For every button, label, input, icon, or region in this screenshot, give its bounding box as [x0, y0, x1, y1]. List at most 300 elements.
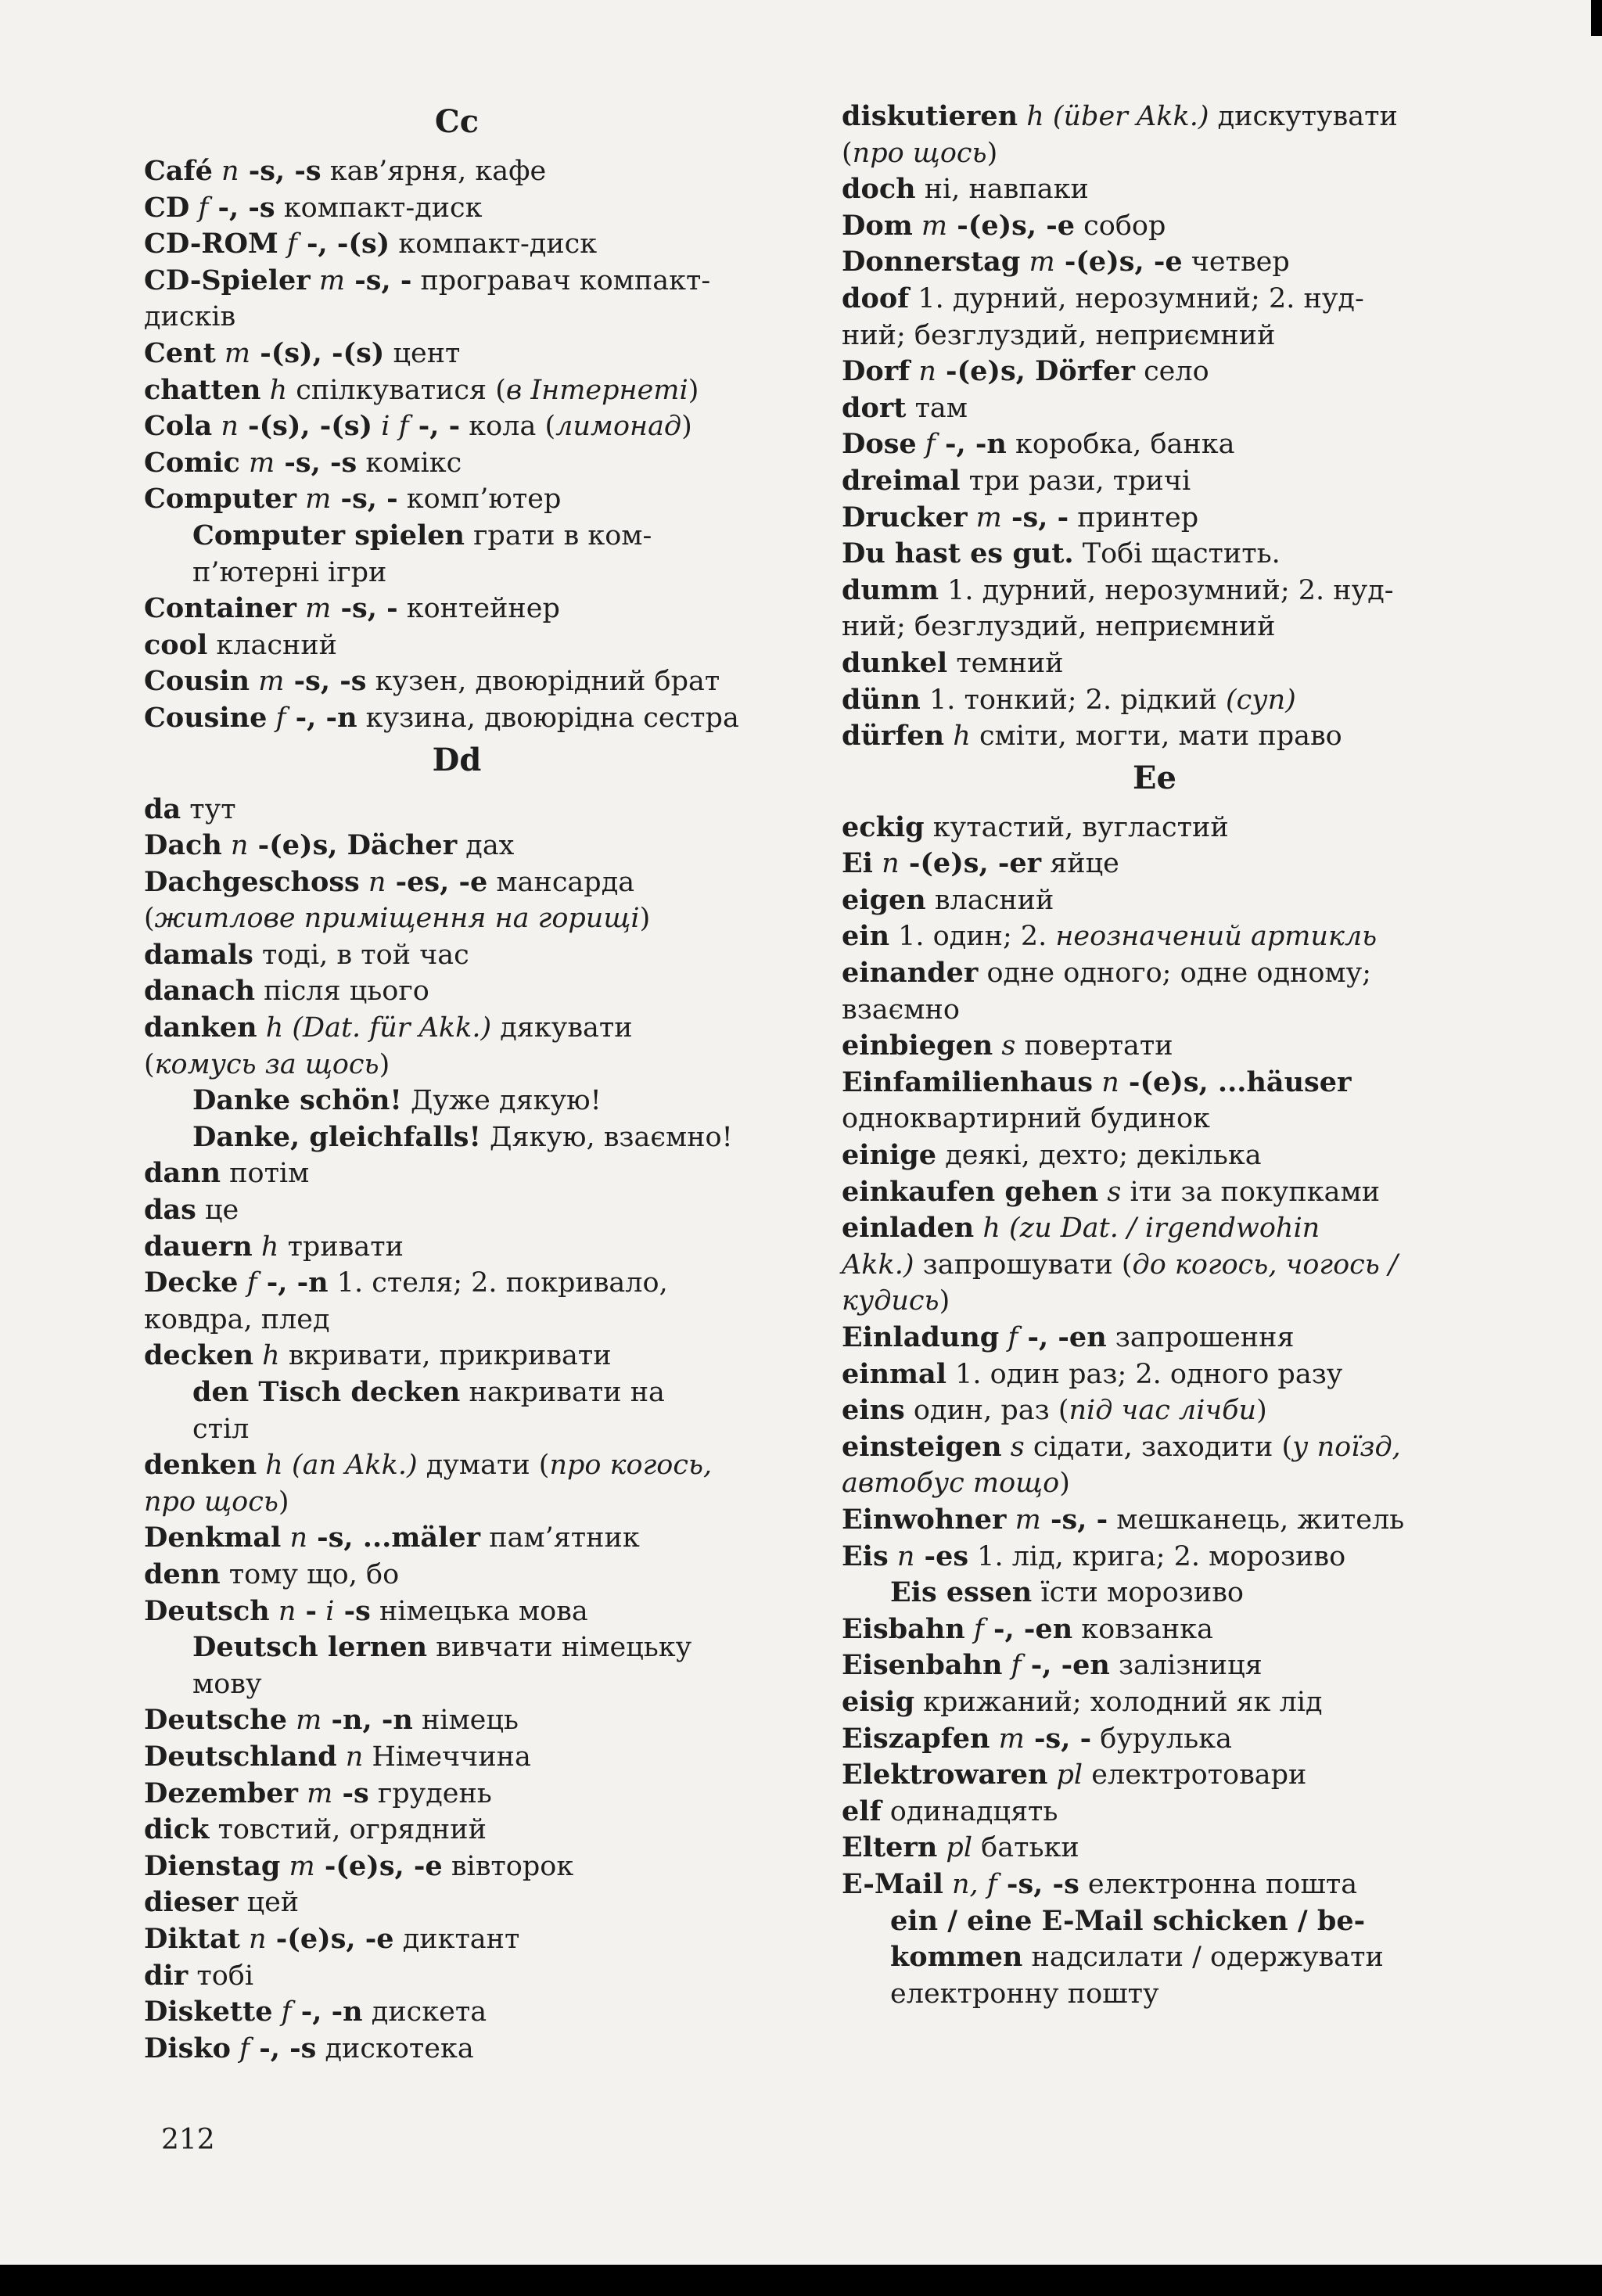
translation: комп’ютер	[397, 483, 562, 516]
dictionary-entry	[144, 1557, 770, 1594]
grammar-note: pl	[1047, 1759, 1083, 1791]
grammar-note: m	[912, 210, 948, 242]
translation: п’ютерні ігри	[192, 556, 387, 588]
grammar-note: n	[359, 866, 386, 898]
translation: німець	[412, 1705, 519, 1737]
grammar-note: s	[993, 1030, 1016, 1062]
translation: три рази, тричі	[960, 465, 1191, 497]
entry-continuation	[842, 1101, 1467, 1137]
headword: dieser	[144, 1886, 239, 1919]
headword: Dorf	[842, 355, 911, 388]
translation-note: автобус тощо	[842, 1468, 1060, 1500]
translation: дискутувати	[1209, 101, 1398, 132]
headword: CD	[144, 191, 190, 224]
headword: dort	[842, 391, 907, 424]
sub-entry	[144, 1119, 770, 1156]
translation: вівторок	[442, 1850, 574, 1882]
headword: da	[144, 792, 181, 825]
headword: einander	[842, 957, 979, 990]
translation-note: комусь за щось	[154, 1048, 379, 1080]
dictionary-entry	[144, 828, 770, 864]
dictionary-entry	[144, 1958, 770, 1995]
translation-note: під час лічби	[1069, 1395, 1257, 1427]
grammar-note: h	[260, 374, 288, 406]
dictionary-entry	[842, 1320, 1467, 1356]
translation: компакт-диск	[390, 228, 598, 261]
translation: дискотека	[316, 2032, 474, 2064]
headword: Café	[144, 155, 213, 187]
translation: )	[688, 374, 699, 406]
grammar-note: h	[944, 720, 971, 753]
entry-continuation	[842, 1465, 1467, 1502]
grammar-note: m	[296, 483, 332, 516]
headword: CD-ROM	[144, 228, 278, 261]
grammar-forms: -es, -e	[386, 865, 488, 898]
translation: одинадцять	[881, 1795, 1058, 1827]
headword: Denkmal	[144, 1522, 282, 1554]
grammar-forms: -n, -n	[321, 1704, 413, 1737]
headword: CD-Spieler	[144, 264, 311, 296]
translation: (	[144, 1048, 155, 1080]
headword: Eis essen	[890, 1576, 1033, 1609]
scan-edge-mark	[1591, 0, 1602, 36]
translation: 1. тонкий; 2. рідкий	[920, 684, 1227, 716]
dictionary-entry	[144, 190, 770, 227]
translation: одноквартирний будинок	[842, 1103, 1210, 1135]
headword: eckig	[842, 810, 925, 843]
translation: залізниця	[1109, 1650, 1263, 1682]
headword: doch	[842, 173, 916, 206]
translation: це	[196, 1195, 239, 1227]
translation: диктант	[393, 1923, 520, 1955]
grammar-forms: -, -en	[983, 1612, 1073, 1645]
dictionary-entry	[144, 1155, 770, 1192]
translation: сміти, могти, мати право	[970, 720, 1342, 753]
headword: eins	[842, 1394, 905, 1427]
entry-continuation	[842, 135, 1467, 172]
dictionary-entry	[144, 1849, 770, 1885]
translation-note: кудись	[842, 1285, 939, 1317]
translation: дах	[457, 830, 515, 862]
dictionary-entry	[144, 1520, 770, 1557]
translation: тому що, бо	[220, 1558, 400, 1590]
translation: четвер	[1182, 246, 1290, 278]
translation: яйце	[1041, 848, 1119, 880]
translation: пам’ятник	[480, 1522, 640, 1554]
translation: електронну пошту	[890, 1978, 1159, 2010]
grammar-note: h (über Akk.)	[1018, 101, 1209, 132]
translation: )	[681, 411, 692, 443]
translation: вивчати німецьку	[427, 1632, 692, 1664]
headword: denken	[144, 1449, 257, 1482]
translation: )	[379, 1048, 390, 1080]
headword: Computer spielen	[192, 519, 465, 552]
grammar-forms: -es	[914, 1540, 969, 1572]
entry-continuation	[842, 992, 1467, 1029]
translation: сідати, заходити (	[1024, 1431, 1293, 1463]
grammar-note: n	[872, 848, 900, 880]
translation: власний	[925, 884, 1054, 916]
dictionary-entry	[144, 1994, 770, 2031]
translation: (	[144, 903, 155, 935]
headword: das	[144, 1194, 196, 1227]
grammar-forms: -(e)s, -er	[899, 847, 1042, 880]
grammar-forms: -, -s	[208, 191, 275, 224]
grammar-note: m	[280, 1850, 315, 1882]
grammar-forms: -(e)s, Dörfer	[936, 355, 1135, 388]
grammar-note: n	[281, 1522, 307, 1554]
headword: Du hast es gut.	[842, 537, 1074, 570]
grammar-note: f	[267, 702, 286, 734]
headword: ein / eine E-Mail schicken / be-	[890, 1904, 1366, 1937]
dictionary-entry	[842, 1502, 1467, 1539]
dictionary-entry	[842, 918, 1467, 955]
translation: дисків	[144, 301, 236, 333]
entry-continuation	[842, 1283, 1467, 1320]
grammar-forms: -, -n	[291, 1996, 363, 2028]
translation: запрошувати (	[914, 1249, 1133, 1281]
headword: kommen	[890, 1941, 1023, 1974]
headword: danken	[144, 1011, 257, 1044]
translation: 1. дурний, нерозумний; 2. нуд-	[939, 574, 1394, 606]
translation: )	[278, 1486, 289, 1518]
dictionary-entry	[144, 1812, 770, 1849]
grammar-note: h	[252, 1231, 279, 1263]
grammar-forms: -, -s	[250, 2032, 317, 2064]
headword: einmal	[842, 1357, 947, 1390]
translation: Німеччина	[363, 1741, 531, 1773]
left-column	[144, 99, 770, 2067]
translation: )	[939, 1285, 950, 1317]
headword: denn	[144, 1558, 221, 1590]
dictionary-entry	[842, 882, 1467, 919]
dictionary-entry	[842, 208, 1467, 245]
dictionary-entry	[842, 682, 1467, 719]
grammar-forms: -, -(s)	[296, 228, 390, 261]
grammar-forms: -, -n	[286, 701, 357, 734]
grammar-forms: -s, -s	[275, 446, 357, 479]
entry-continuation	[144, 299, 770, 336]
translation: класний	[207, 629, 337, 661]
translation: 1. дурний, нерозумний; 2. нуд-	[909, 282, 1364, 314]
dictionary-entry	[842, 1539, 1467, 1576]
grammar-forms: -(s), -(s)	[250, 336, 385, 369]
headword: cool	[144, 628, 208, 661]
headword: Donnerstag	[842, 246, 1021, 278]
translation: деякі, дехто; декілька	[936, 1140, 1262, 1172]
grammar-forms: -(e)s, ...häuser	[1119, 1065, 1352, 1098]
dictionary-entry	[144, 445, 770, 482]
translation: контейнер	[397, 593, 560, 625]
letter-heading: Dd	[432, 741, 482, 778]
grammar-forms: -, -	[408, 410, 461, 443]
translation: німецька мова	[370, 1595, 588, 1627]
translation: принтер	[1069, 501, 1199, 534]
dictionary-entry	[144, 2031, 770, 2068]
headword: einladen	[842, 1212, 975, 1245]
translation: вкривати, прикривати	[279, 1340, 612, 1372]
translation: після цього	[255, 976, 429, 1008]
scan-bottom-edge	[0, 2265, 1602, 2296]
dictionary-entry	[144, 336, 770, 372]
grammar-note: s	[1098, 1176, 1122, 1208]
grammar-note: m	[296, 593, 332, 625]
translation: (	[842, 137, 853, 169]
translation: )	[986, 137, 998, 169]
translation: спілкуватися (	[287, 374, 506, 406]
translation: цент	[384, 337, 461, 369]
dictionary-entry	[842, 171, 1467, 208]
grammar-note: n	[269, 1595, 296, 1627]
grammar-note: m	[310, 264, 346, 296]
headword: Container	[144, 592, 296, 625]
grammar-note: f	[230, 2032, 250, 2064]
dictionary-entry	[842, 1028, 1467, 1065]
headword: Deutsch	[144, 1594, 270, 1627]
translation: дякувати	[491, 1012, 633, 1044]
dictionary-entry	[144, 663, 770, 700]
sub-entry	[144, 518, 770, 555]
headword: den Tisch decken	[192, 1376, 461, 1408]
translation: електротовари	[1083, 1759, 1307, 1791]
translation: 1. стеля; 2. покривало,	[328, 1267, 668, 1299]
dictionary-entry	[144, 1265, 770, 1302]
grammar-forms: -s, ...mäler	[307, 1522, 481, 1554]
headword: chatten	[144, 373, 261, 406]
grammar-forms: -s, -s	[997, 1867, 1079, 1900]
dictionary-entry	[842, 1210, 1467, 1247]
translation: цей	[238, 1887, 300, 1919]
dictionary-entry	[842, 426, 1467, 463]
headword: Cent	[144, 336, 216, 369]
dictionary-entry	[842, 536, 1467, 573]
dictionary-entry	[144, 263, 770, 300]
grammar-note: n, f	[943, 1868, 997, 1900]
headword: danach	[144, 975, 256, 1008]
headword: Danke, gleichfalls!	[192, 1120, 481, 1153]
dictionary-entry	[144, 973, 770, 1010]
grammar-note: f	[964, 1613, 984, 1645]
sub-entry	[144, 1666, 770, 1703]
headword: dick	[144, 1813, 210, 1846]
dictionary-entry	[144, 153, 770, 190]
translation: ковзанка	[1072, 1613, 1213, 1645]
dictionary-entry	[144, 1921, 770, 1958]
dictionary-entry	[842, 99, 1467, 135]
grammar-note: n	[239, 1923, 267, 1955]
headword: Cousine	[144, 701, 268, 734]
sub-entry	[842, 1939, 1467, 1976]
grammar-forms: -s	[334, 1594, 371, 1627]
translation: ний; безглуздий, неприємний	[842, 319, 1276, 351]
headword: dir	[144, 1959, 189, 1992]
entry-continuation	[144, 1302, 770, 1338]
dictionary-entry	[842, 1392, 1467, 1429]
dictionary-entry	[144, 591, 770, 627]
grammar-note: m	[297, 1777, 333, 1809]
grammar-note: Akk.)	[842, 1249, 914, 1281]
translation: тоді, в той час	[253, 939, 469, 971]
translation: )	[639, 903, 651, 935]
translation: грудень	[368, 1777, 492, 1809]
translation: кузен, двоюрідний брат	[366, 666, 720, 698]
headword: Dose	[842, 428, 917, 461]
dictionary-entry	[842, 1684, 1467, 1721]
headword: Eisbahn	[842, 1612, 965, 1645]
translation: Тобі щастить.	[1073, 538, 1281, 570]
translation: кузина, двоюрідна сестра	[357, 702, 739, 734]
headword: E-Mail	[842, 1867, 943, 1900]
headword: einige	[842, 1139, 937, 1172]
headword: Danke schön!	[192, 1084, 402, 1117]
translation: стіл	[192, 1413, 250, 1445]
translation: комікс	[357, 447, 462, 479]
grammar-forms: -s, -s	[284, 665, 367, 698]
grammar-forms: -, -en	[1018, 1321, 1107, 1353]
translation: тобі	[188, 1960, 254, 1992]
dictionary-entry	[144, 1702, 770, 1739]
translation: взаємно	[842, 993, 960, 1026]
headword: Eiszapfen	[842, 1722, 990, 1755]
letter-heading: Cc	[434, 103, 480, 140]
headword: Disko	[144, 2032, 231, 2064]
headword: Computer	[144, 483, 297, 516]
headword: Diskette	[144, 1996, 273, 2028]
grammar-forms: -(e)s, -e	[1054, 246, 1183, 278]
grammar-forms: -s, -	[331, 592, 398, 625]
translation: темний	[947, 647, 1064, 679]
translation-note: до когось, чогось /	[1132, 1249, 1398, 1281]
grammar-note: n	[221, 830, 249, 862]
sub-entry	[842, 1903, 1467, 1940]
headword: diskutieren	[842, 100, 1018, 132]
translation: одне одного; одне одному;	[978, 958, 1372, 990]
grammar-forms: -(s), -(s)	[238, 410, 373, 443]
translation: ний; безглуздий, неприємний	[842, 611, 1276, 643]
grammar-note: f	[999, 1322, 1018, 1353]
headword: dann	[144, 1157, 221, 1190]
dictionary-entry	[842, 810, 1467, 846]
translation: дискета	[362, 1996, 487, 2028]
grammar-note: f	[278, 228, 297, 261]
entry-continuation	[842, 318, 1467, 354]
dictionary-entry	[144, 1885, 770, 1921]
translation: ні, навпаки	[915, 174, 1089, 206]
grammar-forms: -(e)s, -e	[314, 1849, 443, 1882]
dictionary-entry	[144, 372, 770, 409]
headword: elf	[842, 1795, 882, 1827]
grammar-note: s	[1001, 1431, 1025, 1463]
grammar-note: h (Dat. für Akk.)	[257, 1012, 492, 1044]
grammar-note: f	[189, 192, 209, 224]
dictionary-entry	[842, 1612, 1467, 1648]
translation: накривати на	[460, 1377, 665, 1408]
translation: ковдра, плед	[144, 1303, 330, 1335]
translation: товстий, огрядний	[209, 1814, 487, 1846]
headword: Comic	[144, 446, 240, 479]
dictionary-entry	[144, 937, 770, 974]
page-number: 212	[161, 2124, 215, 2156]
headword: Diktat	[144, 1922, 240, 1955]
sub-entry	[842, 1976, 1467, 2013]
dictionary-entry	[144, 1739, 770, 1776]
translation: мансарда	[487, 866, 635, 898]
headword: dauern	[144, 1230, 253, 1263]
headword: einbiegen	[842, 1029, 993, 1062]
entry-continuation	[842, 1247, 1467, 1284]
grammar-note: h	[253, 1340, 280, 1372]
translation: програвач компакт-	[411, 264, 711, 296]
translation-note: (суп)	[1226, 684, 1296, 716]
headword: Deutsch lernen	[192, 1631, 428, 1664]
translation: бурулька	[1091, 1723, 1232, 1755]
dictionary-entry	[842, 1830, 1467, 1867]
translation: надсилати / одержувати	[1022, 1942, 1384, 1974]
headword: Dach	[144, 829, 222, 862]
dictionary-entry	[144, 1010, 770, 1047]
dictionary-entry	[842, 955, 1467, 992]
grammar-note: h (an Akk.)	[257, 1450, 418, 1482]
headword: Einladung	[842, 1321, 1000, 1353]
dictionary-entry	[842, 1867, 1467, 1903]
sub-entry	[144, 1411, 770, 1448]
dictionary-entry	[144, 792, 770, 828]
grammar-note: m	[215, 337, 251, 369]
headword: Drucker	[842, 501, 968, 534]
translation-note: неозначений артикль	[1055, 921, 1378, 953]
grammar-forms: -s, -	[1040, 1503, 1108, 1536]
headword: Cola	[144, 410, 213, 443]
headword: Dom	[842, 209, 913, 242]
dictionary-entry	[842, 1065, 1467, 1101]
translation: мешканець, житель	[1108, 1504, 1405, 1536]
grammar-forms: -s, -	[1024, 1722, 1092, 1755]
translation-note: у поїзд,	[1292, 1431, 1401, 1463]
translation: потім	[221, 1158, 310, 1190]
grammar-note: n	[212, 411, 239, 443]
sub-entry	[144, 1083, 770, 1119]
translation: кутастий, вугластий	[924, 811, 1229, 843]
dictionary-entry	[842, 645, 1467, 682]
headword: Deutschland	[144, 1740, 337, 1773]
translation-note: лимонад	[555, 411, 682, 443]
dictionary-entry	[842, 718, 1467, 755]
dictionary-entry	[144, 481, 770, 518]
dictionary-entry	[842, 244, 1467, 281]
translation: собор	[1075, 210, 1166, 242]
grammar-note: m	[1020, 246, 1055, 278]
grammar-note: m	[1006, 1504, 1041, 1536]
dictionary-entry	[842, 1721, 1467, 1758]
grammar-note: m	[239, 447, 275, 479]
translation: грати в ком-	[464, 519, 652, 552]
translation: )	[1256, 1395, 1267, 1427]
headword: dunkel	[842, 646, 948, 679]
dictionary-entry	[842, 1757, 1467, 1794]
sub-entry	[144, 1374, 770, 1411]
grammar-note: pl	[937, 1832, 973, 1864]
dictionary-entry	[842, 500, 1467, 537]
grammar-note: f	[916, 429, 936, 461]
dictionary-entry	[842, 354, 1467, 390]
dictionary-entry	[144, 226, 770, 263]
grammar-note: n	[212, 156, 239, 187]
entry-continuation	[144, 1484, 770, 1521]
translation: компакт-диск	[275, 192, 483, 224]
dictionary-entry	[842, 1794, 1467, 1831]
translation: 1. один раз; 2. одного разу	[946, 1358, 1343, 1390]
dictionary-entry	[144, 627, 770, 664]
